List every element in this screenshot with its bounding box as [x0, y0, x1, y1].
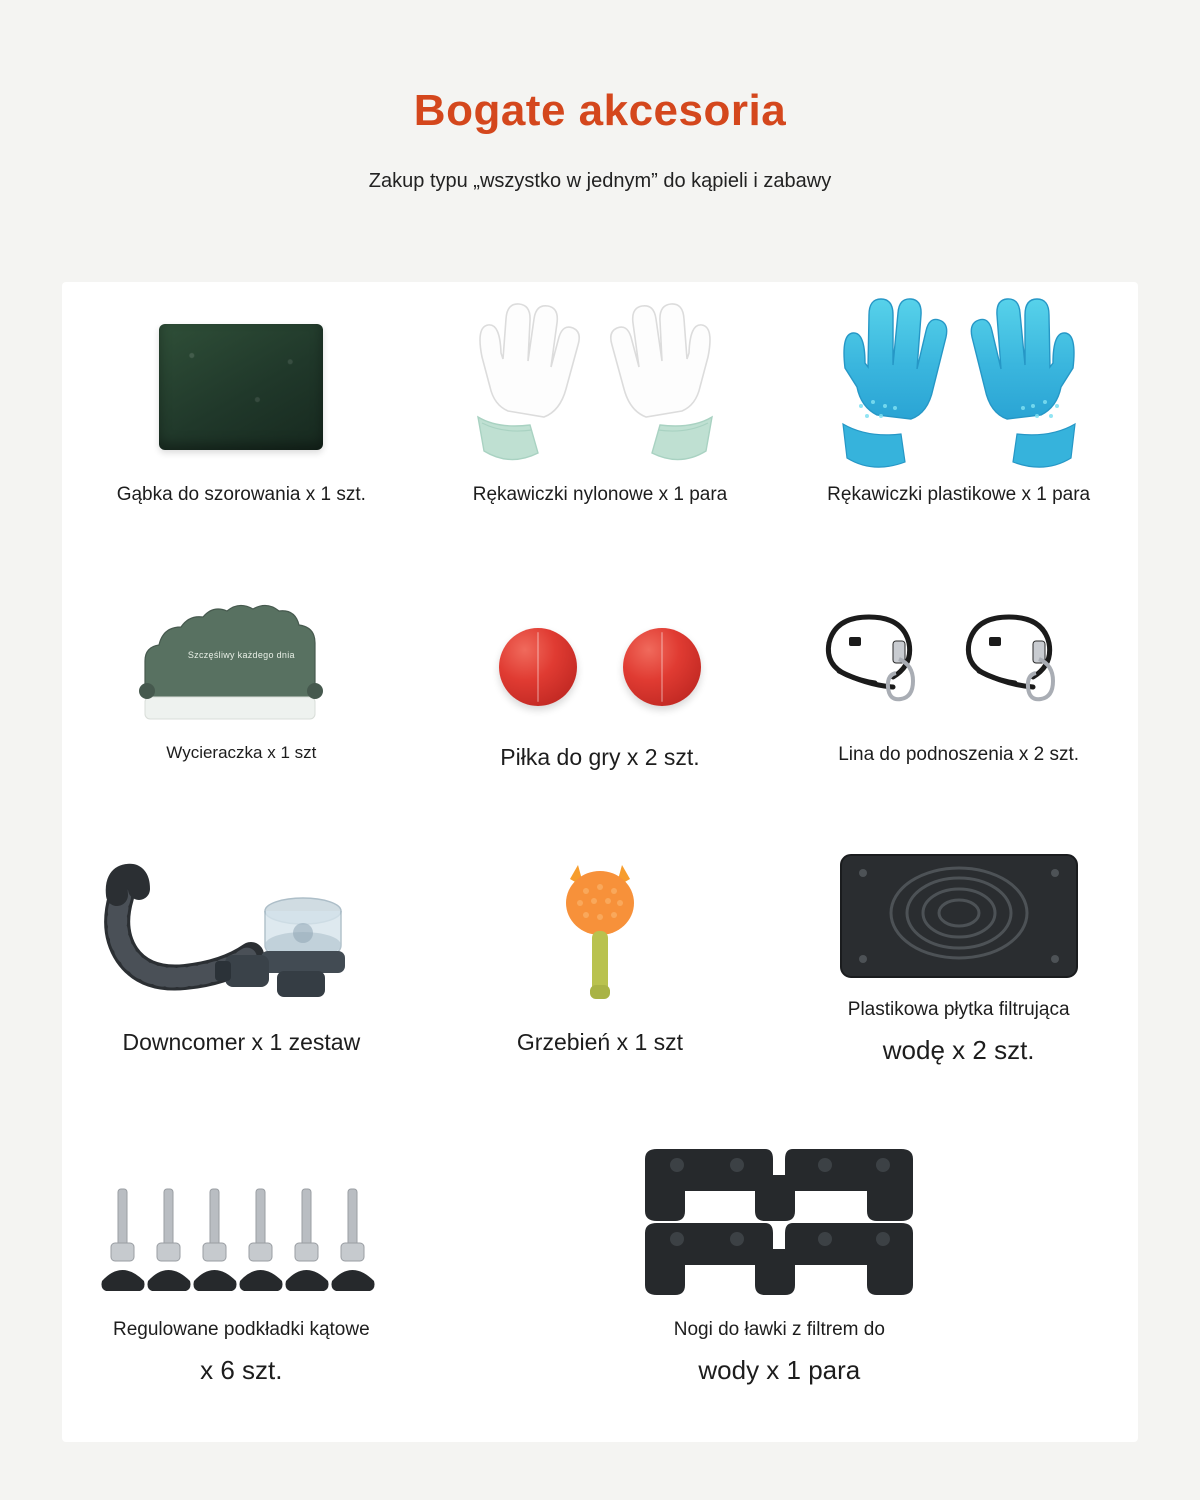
item-bench-legs: [421, 1117, 1138, 1437]
page-subtitle: Zakup typu „wszystko w jednym” do kąpieli i zabawy: [368, 170, 832, 192]
comb-icon: [500, 837, 700, 1027]
accessories-row-1: [62, 282, 1138, 582]
item-caption: Grzebień x 1 szt: [516, 1029, 684, 1055]
item-caption: Piłka do gry x 2 szt.: [500, 744, 700, 770]
item-caption-line2: x 6 szt.: [200, 1354, 283, 1385]
item-caption: [848, 997, 1070, 1068]
angle-pads-icon: [76, 1177, 406, 1317]
doormat-icon: [111, 592, 371, 742]
item-caption: Rękawiczki plastikowe x 1 para: [827, 484, 1091, 505]
item-scrub-sponge: [62, 282, 421, 582]
downcomer-icon: [91, 837, 391, 1027]
item-caption: [674, 1317, 885, 1388]
item-lifting-rope: [779, 582, 1138, 827]
item-caption-line1: Nogi do ławki z filtrem do: [673, 1319, 885, 1340]
filter-plate-icon: [819, 837, 1099, 997]
item-caption: Downcomer x 1 zestaw: [122, 1029, 361, 1055]
bench-legs-icon: [629, 1137, 929, 1317]
item-doormat: [62, 582, 421, 827]
item-downcomer: [62, 827, 421, 1117]
item-play-ball: [421, 582, 780, 827]
item-caption: Rękawiczki nylonowe x 1 para: [472, 484, 728, 505]
item-nylon-gloves: [421, 282, 780, 582]
item-caption: Gąbka do szorowania x 1 szt.: [116, 484, 366, 505]
item-plastic-gloves: [779, 282, 1138, 582]
page-header: [0, 0, 1200, 193]
nylon-gloves-icon: [450, 292, 750, 482]
item-caption: [113, 1317, 370, 1388]
page-title: Bogate akcesoria: [413, 86, 787, 135]
item-caption-line1: Regulowane podkładki kątowe: [112, 1319, 370, 1340]
item-caption-line2: wody x 1 para: [698, 1354, 861, 1385]
item-caption: Wycieraczka x 1 szt: [166, 743, 317, 762]
accessories-card: [62, 282, 1138, 1442]
item-filter-plate: [779, 827, 1138, 1117]
accessories-row-4: [62, 1117, 1138, 1437]
ball-icon: [499, 592, 701, 742]
item-caption-line2: wodę x 2 szt.: [882, 1034, 1035, 1065]
item-caption: Lina do podnoszenia x 2 szt.: [838, 744, 1080, 765]
accessories-row-3: [62, 827, 1138, 1117]
item-comb: [421, 827, 780, 1117]
doormat-text: Szczęśliwy każdego dnia: [187, 650, 295, 660]
accessories-row-2: [62, 582, 1138, 827]
item-caption-line1: Plastikowa płytka filtrująca: [847, 999, 1070, 1020]
rope-icon: [809, 592, 1109, 742]
item-angle-pads: [62, 1117, 421, 1437]
plastic-gloves-icon: [809, 292, 1109, 482]
sponge-icon: [159, 292, 323, 482]
